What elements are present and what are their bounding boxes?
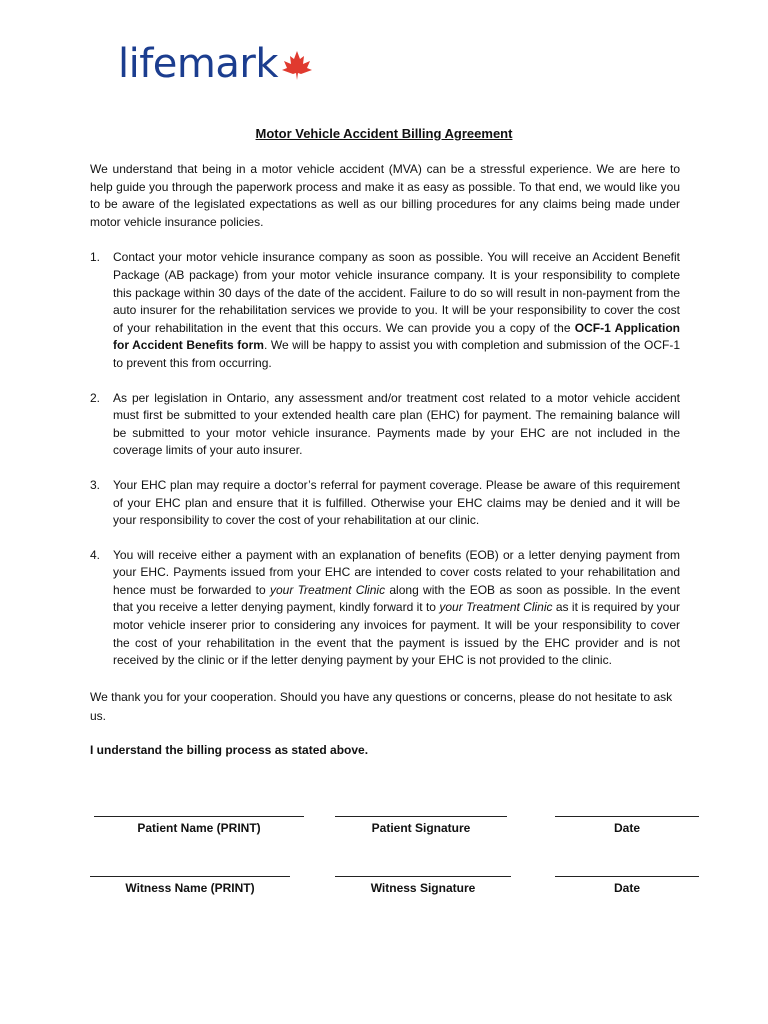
patient-signature-label: Patient Signature (371, 821, 471, 835)
document-body (90, 161, 680, 759)
item-text: along with the EOB as soon as possible. In the event that you receive a letter denying payment, kindly forward it to (113, 582, 680, 615)
witness-name-label: Witness Name (PRINT) (125, 881, 255, 895)
signature-line (94, 816, 304, 817)
item-text: As per legislation in Ontario, any assessment and/or treatment cost related to a motor vehicle accident must first be submitted to your extended health care plan (EHC) for payment. The remaining balance will be submitted to your motor vehicle insurance. Payments made by your EHC are not included in the coverage limits of your auto insurer. (113, 390, 680, 458)
list-item (90, 390, 680, 460)
treatment-clinic-emphasis: your Treatment Clinic (439, 600, 553, 615)
treatment-clinic-emphasis: your Treatment Clinic (269, 582, 386, 597)
billing-terms-list (90, 249, 680, 669)
item-number: 2. (90, 390, 101, 405)
lifemark-logo (118, 41, 314, 87)
signature-line (555, 876, 699, 877)
patient-name-field[interactable] (94, 816, 304, 835)
ocf1-form-reference: OCF-1 Application for Accident Benefits form (113, 320, 680, 353)
maple-leaf-icon (280, 49, 314, 81)
logo-wordmark: lifemark (118, 41, 279, 87)
witness-signature-field[interactable] (335, 876, 511, 895)
agreement-statement: I understand the billing process as stated above. (90, 742, 369, 757)
signature-line (335, 816, 507, 817)
patient-name-label: Patient Name (PRINT) (137, 821, 261, 835)
document-title: Motor Vehicle Accident Billing Agreement (255, 126, 513, 141)
item-number: 4. (90, 547, 101, 562)
item-number: 1. (90, 250, 101, 265)
date-label: Date (613, 881, 640, 895)
date-label: Date (613, 821, 640, 835)
signature-line (335, 876, 511, 877)
item-text: You will receive either a payment with an explanation of benefits (EOB) or a letter denying payment from your EHC. Payments issued from your EHC are intended to cover costs related to your rehabilitation and hence must be forwarded to (113, 547, 680, 597)
item-text: . We will be happy to assist you with completion and submission of the OCF-1 to prevent this from occurring. (113, 338, 680, 370)
signature-line (555, 816, 699, 817)
item-text: as it is required by your motor vehicle inserer prior to considering any invoices for payment. It will be your responsibility to cover the cost of your rehabilitation in the event that the payment is issued by the EHC provider and is not received by the clinic or if the letter denying payment by your EHC is not provided to the clinic. (113, 600, 681, 668)
list-item (90, 249, 680, 372)
intro-paragraph: We understand that being in a motor vehicle accident (MVA) can be a stressful experience. We are here to help guide you through the paperwork process and make it as easy as possible. To that end, we would like you to be aware of the legislated expectations as well as our billing procedures for any claims being made under motor vehicle insurance policies. (90, 162, 680, 229)
list-item (90, 477, 680, 530)
date-field-2[interactable] (555, 876, 699, 895)
witness-signature-label: Witness Signature (370, 881, 476, 895)
item-number: 3. (90, 477, 101, 492)
item-text: Contact your motor vehicle insurance company as soon as possible. You will receive an Accident Benefit Package (AB package) from your motor vehicle insurance company. It is your responsibility to complete this package within 30 days of the date of the accident. Failure to do so will result in non-payment from the auto insurer for the rehabilitation services we provide to you. It will be your responsibility to cover the cost of your rehabilitation in the event that this occurs. We can provide you a copy of the (113, 250, 680, 335)
date-field-1[interactable] (555, 816, 699, 835)
patient-signature-field[interactable] (335, 816, 507, 835)
signature-line (90, 876, 290, 877)
witness-name-field[interactable] (90, 876, 290, 895)
item-text: Your EHC plan may require a doctor’s referral for payment coverage. Please be aware of this requirement of your EHC plan and ensure that it is fulfilled. Otherwise your EHC claims may be denied and it will be your responsibility to cover the cost of your rehabilitation at our clinic. (113, 477, 680, 528)
thanks-paragraph: We thank you for your cooperation. Should you have any questions or concerns, please do not hesitate to ask us. (90, 689, 673, 723)
list-item (90, 547, 680, 670)
